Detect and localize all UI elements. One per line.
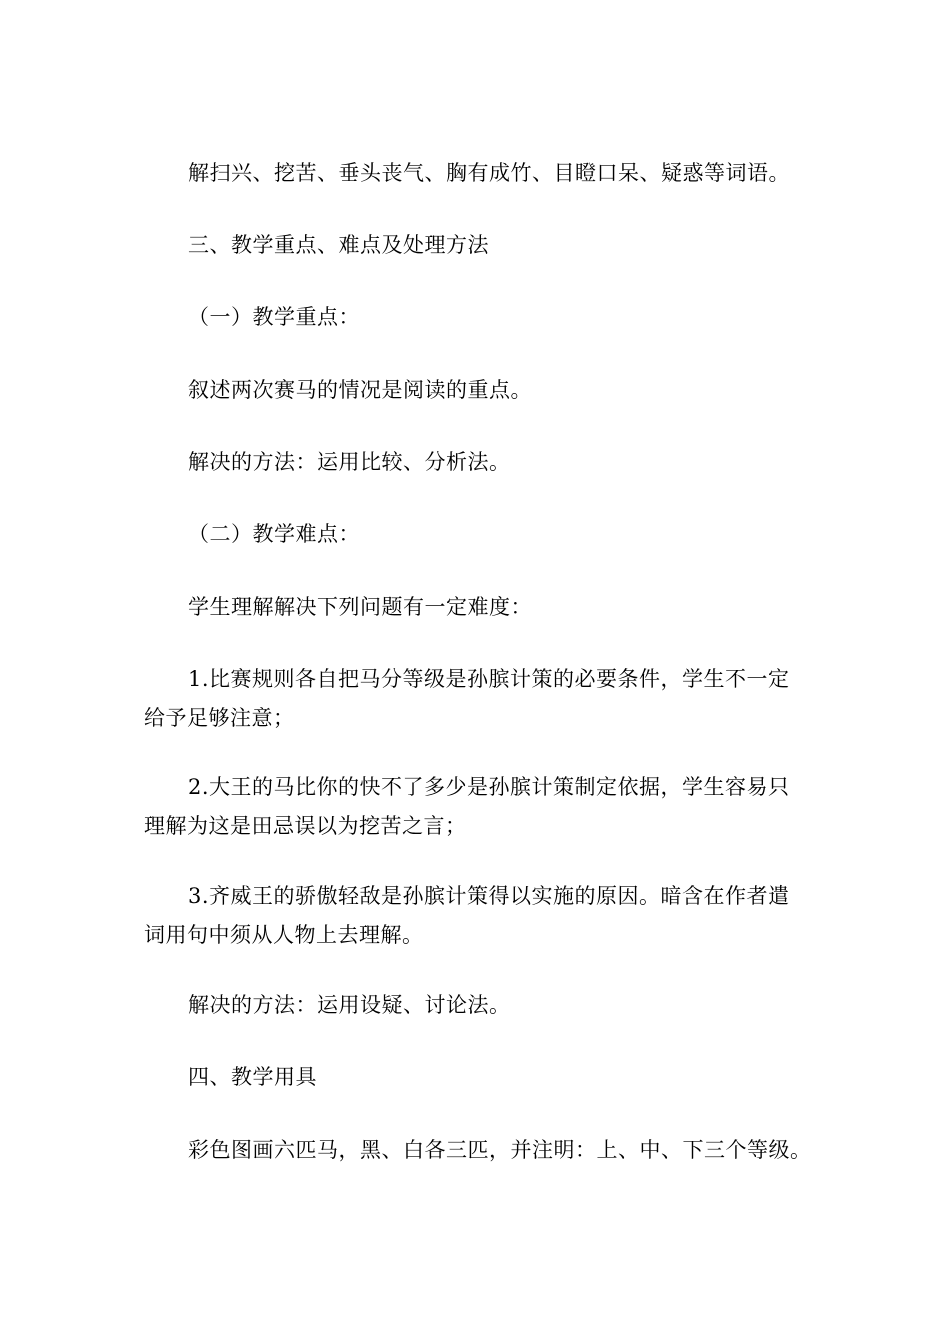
paragraph: 学生理解解决下列问题有一定难度： (188, 595, 532, 619)
list-item-3-continued: 词用句中须从人物上去理解。 (144, 923, 424, 947)
list-item-1: 1.比赛规则各自把马分等级是孙膑计策的必要条件，学生不一定 (188, 667, 790, 691)
vocabulary-line: 解扫兴、挖苦、垂头丧气、胸有成竹、目瞪口呆、疑惑等词语。 (188, 161, 790, 185)
paragraph: 解决的方法：运用设疑、讨论法。 (188, 993, 511, 1017)
paragraph: 解决的方法：运用比较、分析法。 (188, 450, 511, 474)
list-item-3: 3.齐威王的骄傲轻敌是孙膑计策得以实施的原因。暗含在作者遣 (188, 884, 790, 908)
subheading-key-point: （一）教学重点： (188, 305, 360, 329)
list-item-2-continued: 理解为这是田忌误以为挖苦之言； (144, 814, 467, 838)
list-item-1-continued: 给予足够注意； (144, 706, 295, 730)
paragraph: 彩色图画六匹马，黑、白各三匹，并注明：上、中、下三个等级。 (188, 1138, 812, 1162)
paragraph: 叙述两次赛马的情况是阅读的重点。 (188, 378, 532, 402)
subheading-difficult-point: （二）教学难点： (188, 522, 360, 546)
list-item-2: 2.大王的马比你的快不了多少是孙膑计策制定依据，学生容易只 (188, 775, 790, 799)
section-heading-key-points: 三、教学重点、难点及处理方法 (188, 233, 489, 257)
section-heading-teaching-tools: 四、教学用具 (188, 1065, 317, 1089)
